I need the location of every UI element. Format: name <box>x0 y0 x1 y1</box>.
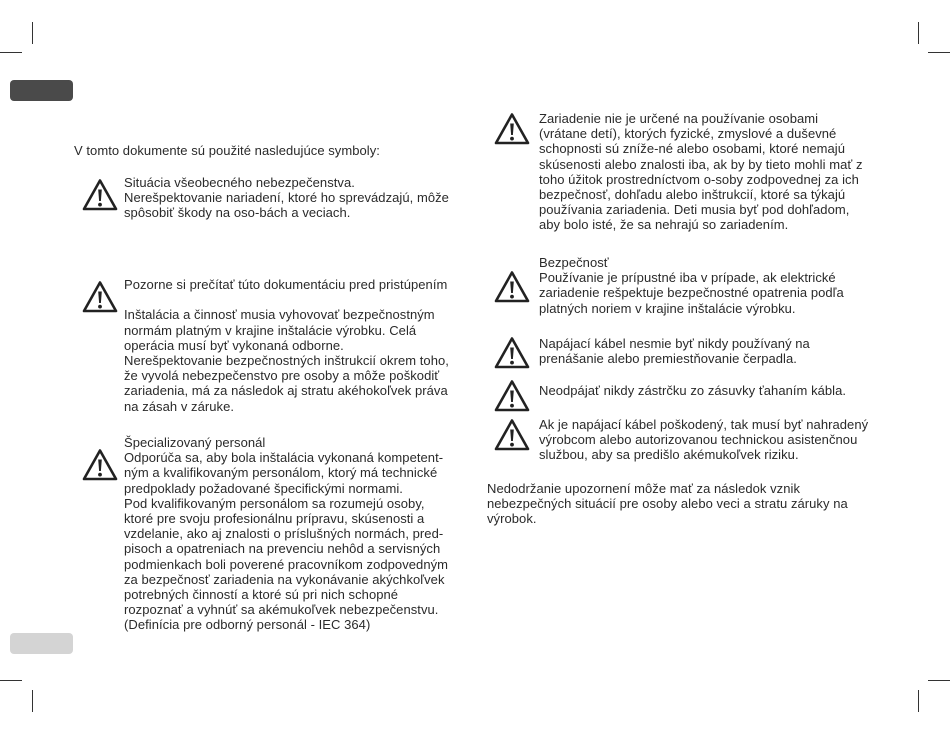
page-number-tab <box>10 633 73 654</box>
safety-text: Bezpečnosť Používanie je prípustné iba v prípade, ak elektrické zariadenie rešpektuje bezpečnostné opatrenia podľa platných noriem v krajine inštalácie výrobku. <box>539 255 844 316</box>
warning-triangle-icon <box>494 379 530 412</box>
read-documentation-text: Pozorne si prečítať túto dokumentáciu pred pristúpením Inštalácia a činnosť musia vyhovovať bezpečnostným normám platným v krajine inštalácie výrobku. Celá operácia musí byť vykonaná odborne. Nerešpektovanie bezpečnostných inštrukcií okrem toho, že vyvolá nebezpečenstvo pre osoby a môže poškodiť zariadenia, má za následok aj stratu akéhokoľvek práva na zásah v záruke. <box>124 277 449 414</box>
crop-mark <box>928 680 950 681</box>
warning-triangle-icon <box>494 270 530 303</box>
warning-triangle-icon <box>82 448 118 481</box>
crop-mark <box>918 690 919 712</box>
unplug-text: Neodpájať nikdy zástrčku zo zásuvky ťahaním kábla. <box>539 383 847 398</box>
crop-mark <box>32 690 33 712</box>
crop-mark <box>0 52 22 53</box>
closing-text: Nedodržanie upozornení môže mať za následok vznik nebezpečných situácií pre osoby alebo veci a stratu záruky na výrobok. <box>487 481 848 527</box>
warning-triangle-icon <box>494 336 530 369</box>
crop-mark <box>918 22 919 44</box>
crop-mark <box>0 680 22 681</box>
device-usage-text: Zariadenie nie je určené na používanie osobami (vrátane detí), ktorých fyzické, zmyslové a duševné schopnosti sú zníže-né alebo osobami, ktoré nemajú skúsenosti alebo znalosti iba, ak by by tieto mohli mať z toho úžitok prostredníctvom o-soby zodpovednej za ich bezpečnosť, dohľadu alebo inštrukcií, ktoré sa týkajú používania zariadenia. Deti musia byť pod dohľadom, aby bolo isté, že sa nehrajú so zariadením. <box>539 111 863 233</box>
warning-triangle-icon <box>82 280 118 313</box>
damaged-cable-text: Ak je napájací kábel poškodený, tak musí byť nahradený výrobcom alebo autorizovanou technickou asistenčnou službou, aby sa predišlo akémukoľvek riziku. <box>539 417 869 463</box>
language-tab <box>10 80 73 101</box>
warning-triangle-icon <box>82 178 118 211</box>
intro-text: V tomto dokumente sú použité nasledujúce symboly: <box>74 143 380 158</box>
warning-triangle-icon <box>494 418 530 451</box>
crop-mark <box>32 22 33 44</box>
general-danger-text: Situácia všeobecného nebezpečenstva. Nerešpektovanie nariadení, ktoré ho sprevádzajú, môže spôsobiť škody na oso-bách a veciach. <box>124 175 449 221</box>
power-cable-text: Napájací kábel nesmie byť nikdy používaný na prenášanie alebo premiestňovanie čerpadla. <box>539 336 810 367</box>
qualified-personnel-text: Špecializovaný personál Odporúča sa, aby bola inštalácia vykonaná kompetent- ným a kvalifikovaným personálom, ktorý má technické predpoklady požadované špecifickými normami. Pod kvalifikovaným personálom sa rozumejú osoby, ktoré pre svoju profesionálnu prípravu, skúsenosti a vzdelanie, ako aj znalosti o príslušných normách, pred- pisoch a opatreniach na prevenciu nehôd a servisných podmienkach boli poverené pracovníkom zodpovedným za bezpečnosť zariadenia na vykonávanie akýchkoľvek potrebných činností a ktoré sú pri nich schopné rozpoznať a vyhnúť sa akémukoľvek nebezpečenstvu. (Definícia pre odborný personál - IEC 364) <box>124 435 449 633</box>
warning-triangle-icon <box>494 112 530 145</box>
crop-mark <box>928 52 950 53</box>
